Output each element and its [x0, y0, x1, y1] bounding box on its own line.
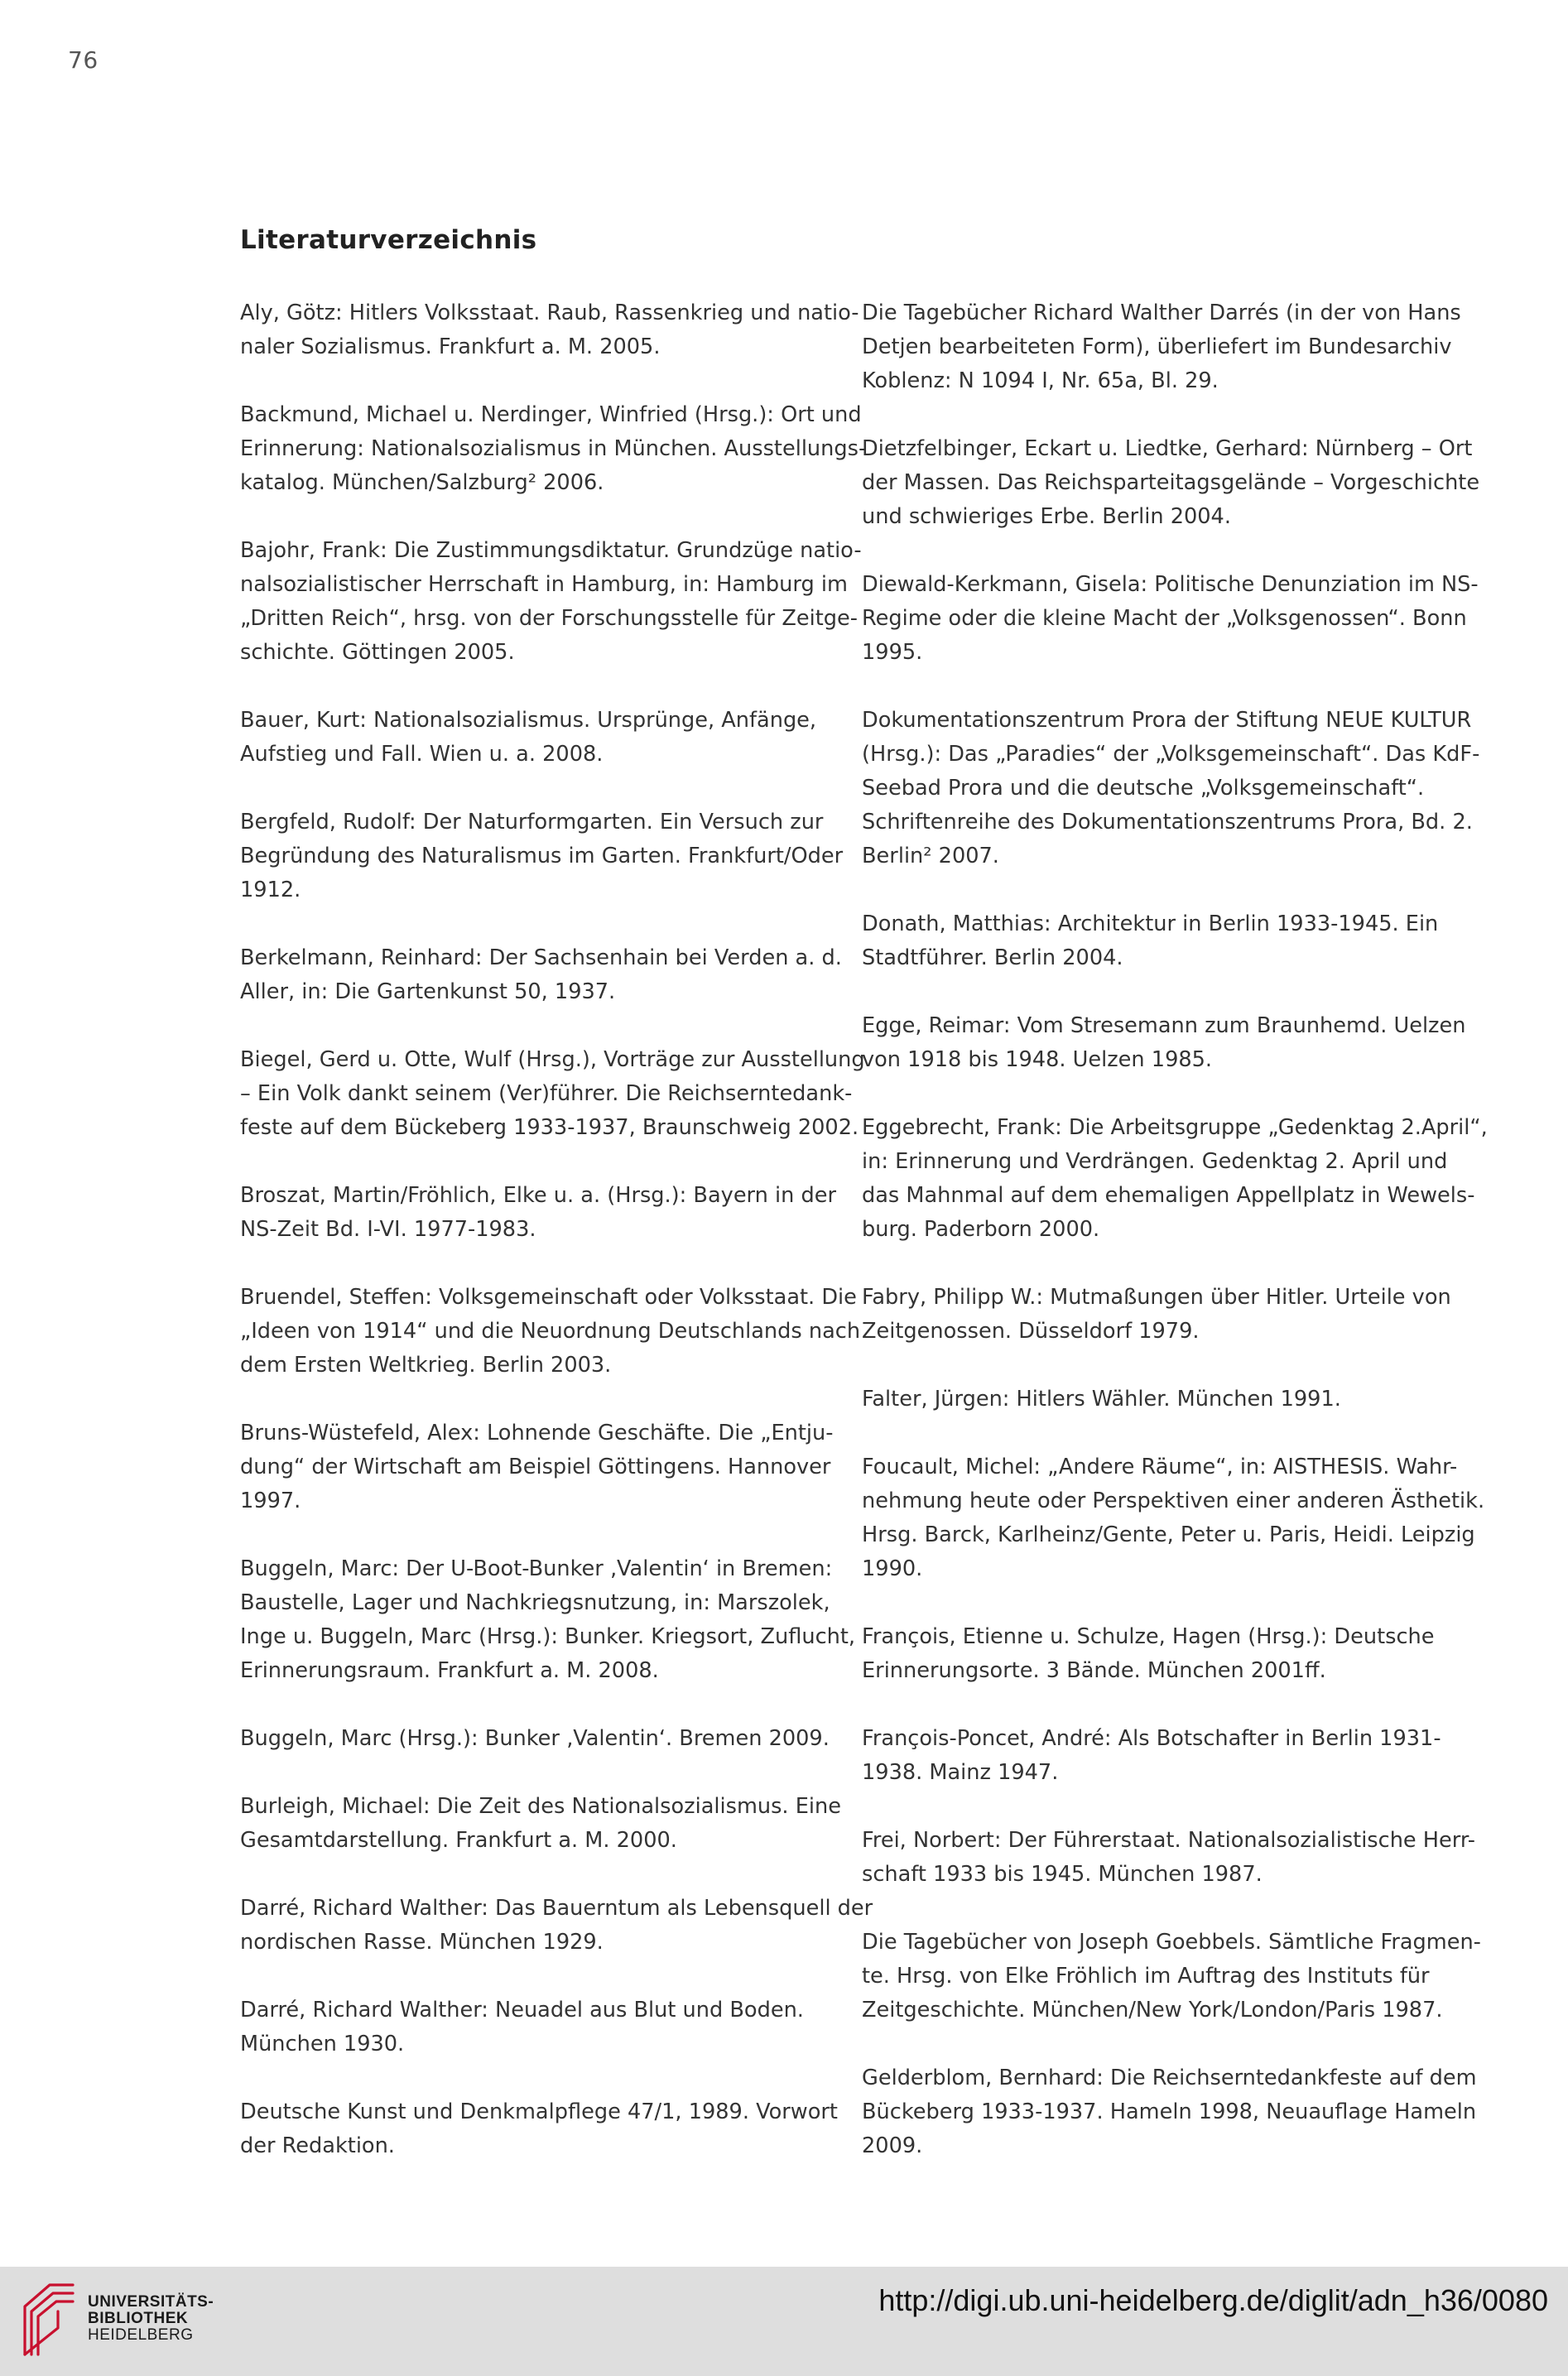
bibliography-entry: [240, 1179, 836, 1247]
bibliography-entry: [862, 1281, 1458, 1349]
bibliography-entry-line: Egge, Reimar: Vom Stresemann zum Braunhemd. Uelzen: [862, 1013, 1466, 1038]
bibliography-entry: [240, 806, 844, 907]
bibliography-entry-line: Dokumentationszentrum Prora der Stiftung NEUE KULTUR: [862, 708, 1472, 733]
bibliography-entry: [862, 2061, 1477, 2163]
bibliography-entry-line: naler Sozialismus. Frankfurt a. M. 2005.: [240, 334, 661, 359]
bibliography-entry-line: und schwieriges Erbe. Berlin 2004.: [862, 504, 1231, 529]
bibliography-entry-line: Biegel, Gerd u. Otte, Wulf (Hrsg.), Vorträge zur Ausstellung: [240, 1047, 865, 1072]
bibliography-entry-line: te. Hrsg. von Elke Fröhlich im Auftrag des Instituts für: [862, 1964, 1430, 1989]
bibliography-entry-line: Die Tagebücher von Joseph Goebbels. Sämtliche Fragmen-: [862, 1930, 1481, 1955]
bibliography-entry-line: Berlin² 2007.: [862, 844, 999, 868]
bibliography-entry-line: François, Etienne u. Schulze, Hagen (Hrsg.): Deutsche: [862, 1624, 1435, 1649]
bibliography-entry-line: Deutsche Kunst und Denkmalpflege 47/1, 1989. Vorwort: [240, 2099, 838, 2124]
bibliography-entry-line: Erinnerung: Nationalsozialismus in München. Ausstellungs-: [240, 436, 867, 461]
bibliography-entry: [240, 941, 842, 1009]
bibliography-entry-line: 2009.: [862, 2133, 923, 2158]
bibliography-right-column: [862, 296, 1488, 2197]
bibliography-entry-line: Bückeberg 1933-1937. Hameln 1998, Neuauflage Hameln: [862, 2099, 1477, 2124]
bibliography-entry: [862, 1722, 1458, 1790]
bibliography-entry-line: Darré, Richard Walther: Neuadel aus Blut und Boden.: [240, 1998, 804, 2022]
bibliography-entry: [240, 2095, 836, 2163]
bibliography-entry-line: nordischen Rasse. München 1929.: [240, 1930, 604, 1955]
bibliography-entry-line: dung“ der Wirtschaft am Beispiel Göttingens. Hannover: [240, 1455, 831, 1479]
bibliography-entry: [862, 1450, 1485, 1586]
bibliography-entry-line: burg. Paderborn 2000.: [862, 1217, 1100, 1242]
bibliography-entry: [862, 1009, 1466, 1077]
bibliography-entry-line: Bruendel, Steffen: Volksgemeinschaft oder Volksstaat. Die: [240, 1285, 857, 1310]
bibliography-entry-line: das Mahnmal auf dem ehemaligen Appellplatz in Wewels-: [862, 1183, 1475, 1208]
bibliography-entry-line: Buggeln, Marc (Hrsg.): Bunker ‚Valentin‘. Bremen 2009.: [240, 1726, 830, 1751]
bibliography-left-column: [240, 296, 873, 2197]
bibliography-entry-line: feste auf dem Bückeberg 1933-1937, Braunschweig 2002.: [240, 1115, 859, 1140]
bibliography-entry-line: 1997.: [240, 1489, 301, 1513]
bibliography-entry-line: Aufstieg und Fall. Wien u. a. 2008.: [240, 742, 604, 767]
source-url-link[interactable]: http://digi.ub.uni-heidelberg.de/diglit/adn_h36/0080: [878, 2283, 1548, 2317]
bibliography-entry-line: Erinnerungsorte. 3 Bände. München 2001ff.: [862, 1658, 1326, 1683]
bibliography-entry: [240, 296, 859, 364]
bibliography-entry-line: dem Ersten Weltkrieg. Berlin 2003.: [240, 1353, 612, 1378]
bibliography-entry-line: Berkelmann, Reinhard: Der Sachsenhain bei Verden a. d.: [240, 945, 842, 970]
bibliography-entry-line: Regime oder die kleine Macht der „Volksgenossen“. Bonn: [862, 606, 1467, 631]
bibliography-entry: [862, 704, 1480, 873]
bibliography-entry-line: Broszat, Martin/Fröhlich, Elke u. a. (Hrsg.): Bayern in der: [240, 1183, 836, 1208]
bibliography-entry: [862, 432, 1480, 534]
bibliography-entry-line: Buggeln, Marc: Der U-Boot-Bunker ‚Valentin‘ in Bremen:: [240, 1556, 833, 1581]
bibliography-entry-line: Bergfeld, Rudolf: Der Naturformgarten. Ein Versuch zur: [240, 810, 824, 834]
bibliography-entry-line: 1938. Mainz 1947.: [862, 1760, 1059, 1785]
bibliography-entry-line: 1912.: [240, 878, 301, 902]
university-library-logo-icon: [17, 2278, 78, 2361]
bibliography-entry-line: Koblenz: N 1094 I, Nr. 65a, Bl. 29.: [862, 368, 1219, 393]
bibliography-entry: [240, 1552, 856, 1688]
bibliography-entry-line: Burleigh, Michael: Die Zeit des Nationalsozialismus. Eine: [240, 1794, 841, 1819]
bibliography-entry-line: Zeitgenossen. Düsseldorf 1979.: [862, 1319, 1200, 1344]
bibliography-entry-line: Detjen bearbeiteten Form), überliefert im Bundesarchiv: [862, 334, 1452, 359]
bibliography-entry-line: Bauer, Kurt: Nationalsozialismus. Ursprünge, Anfänge,: [240, 708, 817, 733]
bibliography-entry-line: 1995.: [862, 640, 923, 665]
bibliography-entry-line: von 1918 bis 1948. Uelzen 1985.: [862, 1047, 1213, 1072]
bibliography-entry-line: Falter, Jürgen: Hitlers Wähler. München 1991.: [862, 1387, 1341, 1412]
library-name-line3: HEIDELBERG: [88, 2326, 194, 2344]
bibliography-entry: [862, 296, 1461, 398]
bibliography-entry-line: nalsozialistischer Herrschaft in Hamburg, in: Hamburg im: [240, 572, 848, 597]
bibliography-entry-line: Begründung des Naturalismus im Garten. Frankfurt/Oder: [240, 844, 844, 868]
page-number: 76: [68, 46, 99, 74]
bibliography-entry-line: Schriftenreihe des Dokumentationszentrums Prora, Bd. 2.: [862, 810, 1473, 834]
bibliography-entry-line: nehmung heute oder Perspektiven einer anderen Ästhetik.: [862, 1489, 1485, 1513]
bibliography-entry-line: (Hrsg.): Das „Paradies“ der „Volksgemeinschaft“. Das KdF-: [862, 742, 1480, 767]
bibliography-entry-line: Seebad Prora und die deutsche „Volksgemeinschaft“.: [862, 776, 1425, 801]
bibliography-entry: [862, 907, 1458, 975]
bibliography-entry-line: Bajohr, Frank: Die Zustimmungsdiktatur. Grundzüge natio-: [240, 538, 862, 563]
bibliography-entry-line: Fabry, Philipp W.: Mutmaßungen über Hitler. Urteile von: [862, 1285, 1451, 1310]
bibliography-entry: [862, 1926, 1481, 2027]
bibliography-entry: [862, 1824, 1475, 1892]
bibliography-entry: [862, 1111, 1488, 1247]
library-name-line2: BIBLIOTHEK: [88, 2310, 189, 2327]
bibliography-entry-line: Bruns-Wüstefeld, Alex: Lohnende Geschäfte. Die „Entju-: [240, 1421, 834, 1445]
bibliography-entry-line: François-Poncet, André: Als Botschafter in Berlin 1931-: [862, 1726, 1441, 1751]
bibliography-entry-line: Backmund, Michael u. Nerdinger, Winfried (Hrsg.): Ort und: [240, 402, 862, 427]
bibliography-entry: [240, 1043, 865, 1145]
bibliography-entry-line: Hrsg. Barck, Karlheinz/Gente, Peter u. Paris, Heidi. Leipzig: [862, 1522, 1475, 1547]
bibliography-entry-line: Gelderblom, Bernhard: Die Reichserntedankfeste auf dem: [862, 2066, 1477, 2090]
bibliography-entry-line: der Redaktion.: [240, 2133, 395, 2158]
bibliography-entry: [862, 1383, 1458, 1416]
bibliography-entry-line: München 1930.: [240, 2032, 405, 2056]
bibliography-entry: [240, 1281, 861, 1383]
bibliography-entry-line: Diewald-Kerkmann, Gisela: Politische Denunziation im NS-: [862, 572, 1479, 597]
bibliography-entry-line: Aly, Götz: Hitlers Volksstaat. Raub, Rassenkrieg und natio-: [240, 301, 859, 325]
bibliography-entry-line: 1990.: [862, 1556, 923, 1581]
bibliography-entry-line: Dietzfelbinger, Eckart u. Liedtke, Gerhard: Nürnberg – Ort: [862, 436, 1473, 461]
bibliography-entry-line: Stadtführer. Berlin 2004.: [862, 945, 1123, 970]
bibliography-entry: [240, 534, 862, 670]
bibliography-entry-line: Frei, Norbert: Der Führerstaat. Nationalsozialistische Herr-: [862, 1828, 1475, 1853]
bibliography-entry: [240, 1790, 841, 1858]
bibliography-entry-line: Donath, Matthias: Architektur in Berlin 1933-1945. Ein: [862, 911, 1439, 936]
bibliography-entry: [240, 1416, 836, 1518]
bibliography-entry-line: – Ein Volk dankt seinem (Ver)führer. Die Reichserntedank-: [240, 1081, 853, 1106]
library-name: [88, 2294, 214, 2344]
bibliography-entry-line: NS-Zeit Bd. I-VI. 1977-1983.: [240, 1217, 536, 1242]
bibliography-entry: [240, 398, 867, 500]
bibliography-entry-line: „Ideen von 1914“ und die Neuordnung Deutschlands nach: [240, 1319, 861, 1344]
bibliography-entry: [240, 704, 836, 772]
bibliography-entry: [240, 1994, 836, 2061]
bibliography-entry-line: der Massen. Das Reichsparteitagsgelände – Vorgeschichte: [862, 470, 1480, 495]
bibliography-entry: [862, 1620, 1458, 1688]
bibliography-entry-line: Foucault, Michel: „Andere Räume“, in: AISTHESIS. Wahr-: [862, 1455, 1458, 1479]
bibliography-entry-line: katalog. München/Salzburg² 2006.: [240, 470, 604, 495]
bibliography-entry: [862, 568, 1479, 670]
bibliography-entry-line: Inge u. Buggeln, Marc (Hrsg.): Bunker. Kriegsort, Zuflucht,: [240, 1624, 856, 1649]
library-name-line1: UNIVERSITÄTS-: [88, 2293, 214, 2311]
bibliography-entry-line: Erinnerungsraum. Frankfurt a. M. 2008.: [240, 1658, 659, 1683]
bibliography-entry-line: in: Erinnerung und Verdrängen. Gedenktag 2. April und: [862, 1149, 1448, 1174]
page-title: Literaturverzeichnis: [240, 225, 537, 255]
bibliography-entry-line: Baustelle, Lager und Nachkriegsnutzung, in: Marszolek,: [240, 1590, 830, 1615]
bibliography-entry-line: Eggebrecht, Frank: Die Arbeitsgruppe „Gedenktag 2.April“,: [862, 1115, 1488, 1140]
bibliography-entry-line: schichte. Göttingen 2005.: [240, 640, 515, 665]
bibliography-entry-line: Gesamtdarstellung. Frankfurt a. M. 2000.: [240, 1828, 677, 1853]
bibliography-entry-line: Die Tagebücher Richard Walther Darrés (in der von Hans: [862, 301, 1461, 325]
bibliography-entry-line: Aller, in: Die Gartenkunst 50, 1937.: [240, 979, 616, 1004]
bibliography-entry: [240, 1722, 836, 1756]
bibliography-entry-line: Darré, Richard Walther: Das Bauerntum als Lebensquell der: [240, 1896, 873, 1921]
bibliography-entry: [240, 1892, 873, 1960]
bibliography-entry-line: schaft 1933 bis 1945. München 1987.: [862, 1862, 1263, 1887]
bibliography-entry-line: „Dritten Reich“, hrsg. von der Forschungsstelle für Zeitge-: [240, 606, 858, 631]
bibliography-entry-line: Zeitgeschichte. München/New York/London/Paris 1987.: [862, 1998, 1443, 2022]
